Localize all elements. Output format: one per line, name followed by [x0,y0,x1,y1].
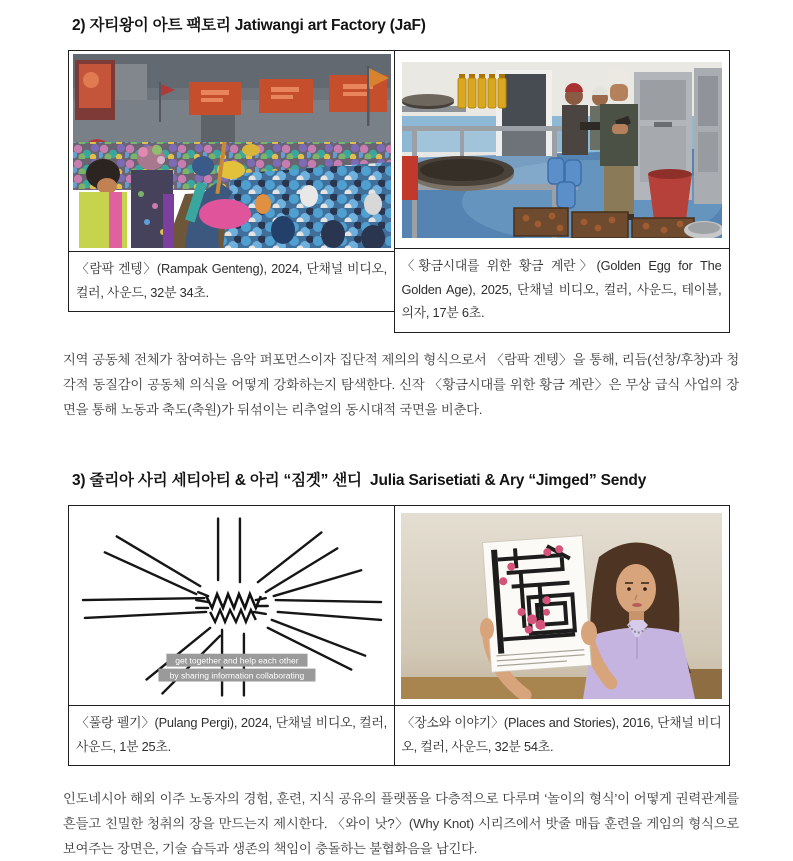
red-bucket [648,174,692,220]
section-2-description: 지역 공동체 전체가 참여하는 음악 퍼포먼스이자 집단적 제의의 형식으로서 〈람팍 겐텡〉을 통해, 리듬(선창/후창)과 청각적 동질감이 공동체 의식을 어떻게 강화하는지 탐색한다. 신작 〈황금시대를 위한 황금 계란〉은 무상 급식 사업의 장면을 통해 노동과 축도(축원)가 뒤섞이는 리추얼의 동시대적 국면을 비춘다. [63,352,739,418]
figure-pulang-pergi [68,505,395,766]
section-3-heading: 3) 줄리아 사리 세티아티 & 아리 “짐겟” 샌디 Julia Sarisetiati & Ary “Jimged” Sendy [72,472,647,490]
hand-drawn-map-paper [483,535,592,672]
section-2-heading: 2) 자티왕이 아트 팩토리 Jatiwangi art Factory (JaF) [72,17,426,34]
figure-golden-egg [394,50,730,333]
caption-golden-egg: 〈황금시대를 위한 황금 계란〉(Golden Egg for The Golden Age), 2025, 단채널 비디오, 컬러, 사운드, 테이블, 의자, 17분 6초. [394,248,730,333]
caption-places-and-stories: 〈장소와 이야기〉(Places and Stories), 2016, 단채널 비디오, 컬러, 사운드, 32분 54초. [394,705,730,766]
festival-crowd-illustration [73,54,391,248]
section-2-figure-table [68,50,793,333]
community-kitchen-photo [394,50,730,248]
figure-places-and-stories [394,505,730,766]
section-3-description: 인도네시아 해외 이주 노동자의 경험, 훈련, 지식 공유의 플랫폼을 다층적으로 다루며 ‘놀이의 형식’이 어떻게 권력관계를 흔들고 친밀한 청취의 장을 만드는지 제시한다. 〈와이 낫?〉(Why Knot) 시리즈에서 밧줄 매듭 훈련을 게임의 형식으로 보여주는 장면은, 기술 습득과 생존의 책임이 충돌하는 불협화음을 남긴다. [63,791,739,857]
kitchen-scene-illustration [402,62,722,238]
video-subtitle-line-1: get together and help each other [175,655,299,666]
festival-crowd-performance-photo [68,50,395,251]
woman-holding-map-photo [394,505,730,705]
woman-portrait-illustration [401,513,722,699]
hands-drawing-illustration [71,508,392,704]
joined-hands-line-drawing [68,505,395,705]
caption-pulang-pergi: 〈풀랑 펠기〉(Pulang Pergi), 2024, 단채널 비디오, 컬러, 사운드, 1분 25초. [68,705,395,766]
caption-rampak-genteng: 〈람팍 겐텡〉(Rampak Genteng), 2024, 단채널 비디오, 컬러, 사운드, 32분 34초. [68,251,395,312]
oil-bottles [458,74,506,108]
section-3-figure-table [68,505,793,766]
figure-rampak-genteng [68,50,395,312]
video-subtitle-line-2: by sharing information collaborating [169,670,305,681]
